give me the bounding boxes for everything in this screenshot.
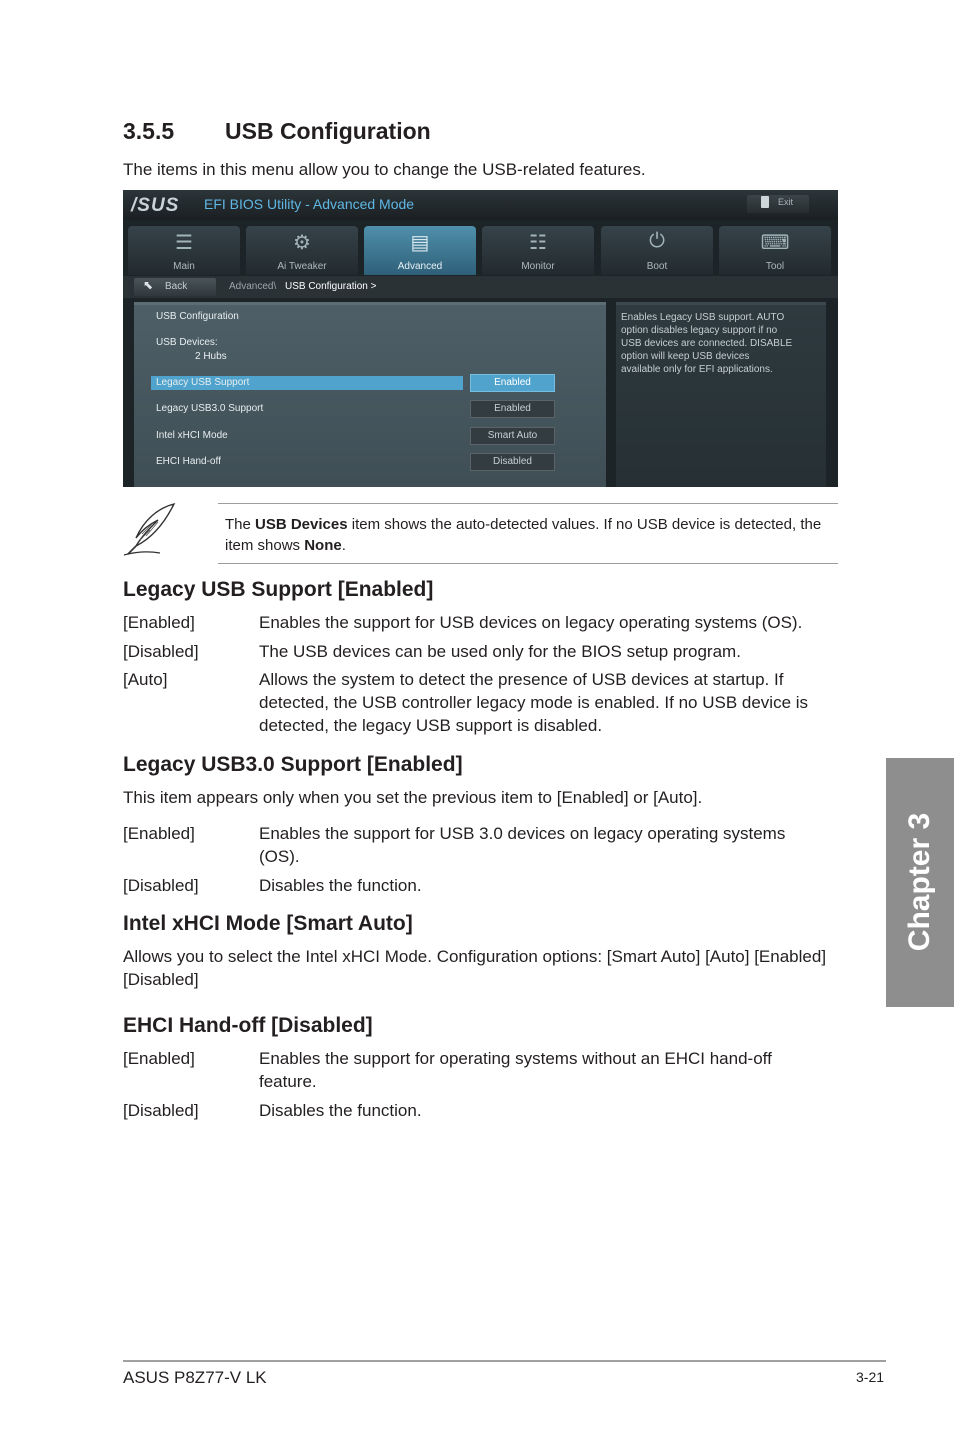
- help-line: option disables legacy support if no: [621, 325, 778, 336]
- tab-main[interactable]: [128, 226, 240, 275]
- xhci-text: Allows you to select the Intel xHCI Mode. Configuration options: [Smart Auto] [Auto] [Enabled] [Disabled]: [123, 947, 827, 989]
- option-desc: Disables the function.: [259, 1101, 422, 1120]
- note-text: [225, 514, 837, 556]
- legacy-usb3-support-value[interactable]: Enabled: [470, 400, 555, 418]
- section-number: 3.5.5: [123, 118, 175, 144]
- usb-devices-value: 2 Hubs: [195, 351, 227, 362]
- feather-icon: [122, 500, 182, 563]
- tab-boot[interactable]: [601, 226, 713, 275]
- setting-intel-xhci-mode[interactable]: Intel xHCI Mode: [156, 430, 228, 441]
- option-desc: Enables the support for operating systems without an EHCI hand-off feature.: [259, 1049, 772, 1091]
- tweaker-icon: ⚙: [293, 232, 311, 254]
- option-key: [Enabled]: [123, 824, 195, 843]
- section-title: USB Configuration: [225, 118, 431, 144]
- heading-ehci-hand-off: EHCI Hand-off [Disabled]: [123, 1014, 373, 1037]
- footer-rule: [123, 1360, 886, 1362]
- tab-tool[interactable]: [719, 226, 831, 275]
- setting-legacy-usb-support[interactable]: Legacy USB Support: [156, 377, 250, 388]
- tab-label: Advanced: [397, 261, 443, 272]
- help-line: option will keep USB devices: [621, 351, 750, 362]
- advanced-icon: ▤: [410, 232, 430, 254]
- exit-icon: [761, 196, 769, 208]
- tab-label: Ai Tweaker: [277, 261, 327, 272]
- help-line: available only for EFI applications.: [621, 364, 773, 375]
- monitor-icon: ☷: [529, 232, 547, 254]
- chapter-tab: [886, 758, 954, 1007]
- note-suffix: .: [341, 537, 346, 554]
- option-key: [Auto]: [123, 670, 168, 689]
- legacy-usb3-intro: This item appears only when you set the previous item to [Enabled] or [Auto].: [123, 788, 703, 807]
- tab-label: Boot: [646, 261, 668, 272]
- bios-screenshot: [123, 190, 838, 487]
- asus-logo: /SUS: [131, 195, 180, 216]
- option-key: [Disabled]: [123, 1101, 199, 1120]
- section-intro: The items in this menu allow you to change the USB-related features.: [123, 160, 646, 179]
- option-key: [Disabled]: [123, 642, 199, 661]
- help-line: USB devices are connected. DISABLE: [621, 338, 793, 349]
- tab-label: Tool: [765, 261, 785, 272]
- heading-intel-xhci-mode: Intel xHCI Mode [Smart Auto]: [123, 912, 413, 935]
- note-bold-none: None: [304, 537, 342, 554]
- tab-label: Monitor: [521, 261, 555, 272]
- option-key: [Disabled]: [123, 876, 199, 895]
- option-key: [Enabled]: [123, 613, 195, 632]
- option-desc: Enables the support for USB 3.0 devices on legacy operating systems (OS).: [259, 824, 786, 866]
- setting-legacy-usb3-support[interactable]: Legacy USB3.0 Support: [156, 403, 264, 414]
- usb-devices-label: USB Devices:: [156, 337, 218, 348]
- power-icon: ⏻: [649, 230, 665, 252]
- setting-ehci-hand-off[interactable]: EHCI Hand-off: [156, 456, 221, 467]
- option-desc: Disables the function.: [259, 876, 422, 895]
- legacy-usb-support-value[interactable]: Enabled: [470, 374, 555, 392]
- heading-legacy-usb-support: Legacy USB Support [Enabled]: [123, 578, 434, 601]
- note-middle: item shows the auto-detected values. If no USB device is detected, the item shows: [225, 516, 822, 554]
- tab-advanced[interactable]: [364, 226, 476, 275]
- exit-label: Exit: [778, 197, 794, 207]
- option-key: [Enabled]: [123, 1049, 195, 1068]
- heading-legacy-usb3-support: Legacy USB3.0 Support [Enabled]: [123, 753, 463, 776]
- help-line: Enables Legacy USB support. AUTO: [621, 312, 785, 323]
- note-prefix: The: [225, 516, 256, 533]
- footer-product: ASUS P8Z77-V LK: [123, 1368, 267, 1387]
- tab-label: Main: [173, 261, 195, 272]
- back-arrow-icon: ⬉: [143, 278, 154, 292]
- intel-xhci-mode-value[interactable]: Smart Auto: [470, 427, 555, 445]
- list-icon: ☰: [175, 232, 193, 254]
- ehci-hand-off-value[interactable]: Disabled: [470, 453, 555, 471]
- back-label: Back: [165, 281, 188, 292]
- help-text: [621, 311, 811, 376]
- tab-monitor[interactable]: [482, 226, 594, 275]
- menu-title: USB Configuration: [156, 311, 239, 322]
- breadcrumb-current: USB Configuration >: [285, 281, 377, 292]
- page-number: 3-21: [856, 1369, 885, 1385]
- bios-title: EFI BIOS Utility - Advanced Mode: [204, 196, 415, 212]
- note-top-rule: [218, 503, 838, 504]
- note-bold-usb-devices: USB Devices: [255, 516, 348, 533]
- tool-icon: ⌨: [760, 232, 790, 254]
- tab-ai-tweaker[interactable]: [246, 226, 358, 275]
- chapter-label: Chapter 3: [903, 812, 936, 952]
- breadcrumb-parent[interactable]: Advanced\: [229, 281, 277, 292]
- option-desc: Enables the support for USB devices on legacy operating systems (OS).: [259, 613, 803, 632]
- option-desc: The USB devices can be used only for the BIOS setup program.: [259, 642, 741, 661]
- option-desc: Allows the system to detect the presence of USB devices at startup. If detected, the USB controller legacy mode is enabled. If no USB device is detected, the legacy USB support is disabled.: [259, 670, 809, 735]
- note-bottom-rule: [218, 563, 838, 564]
